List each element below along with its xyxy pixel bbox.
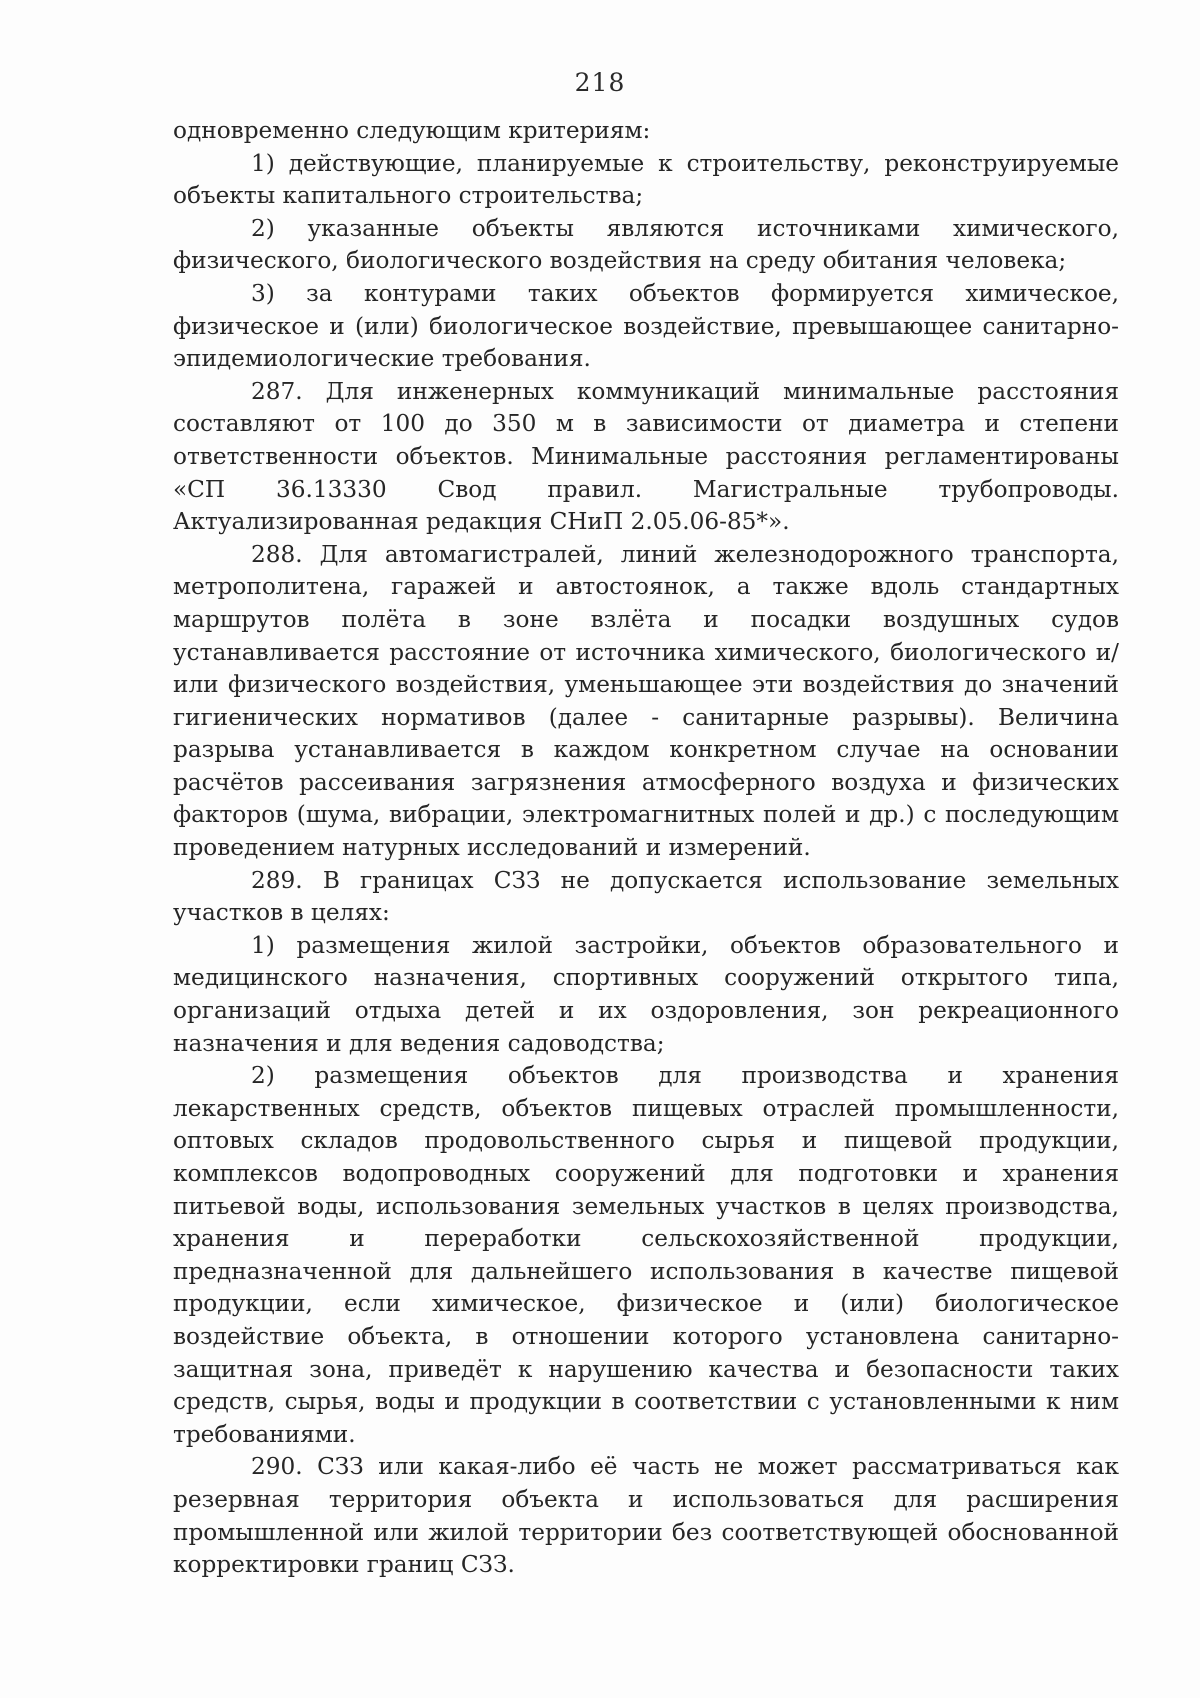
paragraph-287: 287. Для инженерных коммуникаций минимальные расстояния составляют от 100 до 350 м в зависимости от диаметра и степени ответственности объектов. Минимальные расстояния регламентированы «СП 36.13330 Свод правил. Магистральные трубопроводы. Актуализированная редакция СНиП 2.05.06-85*».: [173, 377, 1119, 536]
paragraph-289: 289. В границах СЗЗ не допускается использование земельных участков в целях:: [173, 866, 1119, 927]
paragraph-criterion-2: 2) указанные объекты являются источниками химического, физического, биологического воздействия на среду обитания человека;: [173, 214, 1119, 275]
paragraph-criterion-1: 1) действующие, планируемые к строительству, реконструируемые объекты капитального строительства;: [173, 149, 1119, 210]
paragraph-289-item-2: 2) размещения объектов для производства и хранения лекарственных средств, объектов пищевых отраслей промышленности, оптовых складов продовольственного сырья и пищевой продукции, комплексов водопроводных сооружений для подготовки и хранения питьевой воды, использования земельных участков в целях производства, хранения и переработки сельскохозяйственной продукции, предназначенной для дальнейшего использования в качестве пищевой продукции, если химическое, физическое и (или) биологическое воздействие объекта, в отношении которого установлена санитарно-защитная зона, приведёт к нарушению качества и безопасности таких средств, сырья, воды и продукции в соответствии с установленными к ним требованиями.: [173, 1062, 1119, 1448]
document-body: [173, 115, 1119, 1582]
paragraph-290: 290. СЗЗ или какая-либо её часть не может рассматриваться как резервная территория объекта и использоваться для расширения промышленной или жилой территории без соответствующей обоснованной корректировки границ СЗЗ.: [173, 1453, 1119, 1579]
paragraph-criterion-3: 3) за контурами таких объектов формируется химическое, физическое и (или) биологическое воздействие, превышающее санитарно-эпидемиологические требования.: [173, 279, 1119, 373]
page-number: 218: [574, 68, 626, 97]
paragraph-continuation: одновременно следующим критериям:: [173, 117, 651, 144]
paragraph-288: 288. Для автомагистралей, линий железнодорожного транспорта, метрополитена, гаражей и автостоянок, а также вдоль стандартных маршрутов полёта в зоне взлёта и посадки воздушных судов устанавливается расстояние от источника химического, биологического и/или физического воздействия, уменьшающее эти воздействия до значений гигиенических нормативов (далее - санитарные разрывы). Величина разрыва устанавливается в каждом конкретном случае на основании расчётов рассеивания загрязнения атмосферного воздуха и физических факторов (шума, вибрации, электромагнитных полей и др.) с последующим проведением натурных исследований и измерений.: [173, 540, 1119, 862]
paragraph-289-item-1: 1) размещения жилой застройки, объектов образовательного и медицинского назначения, спортивных сооружений открытого типа, организаций отдыха детей и их оздоровления, зон рекреационного назначения и для ведения садоводства;: [173, 931, 1119, 1057]
